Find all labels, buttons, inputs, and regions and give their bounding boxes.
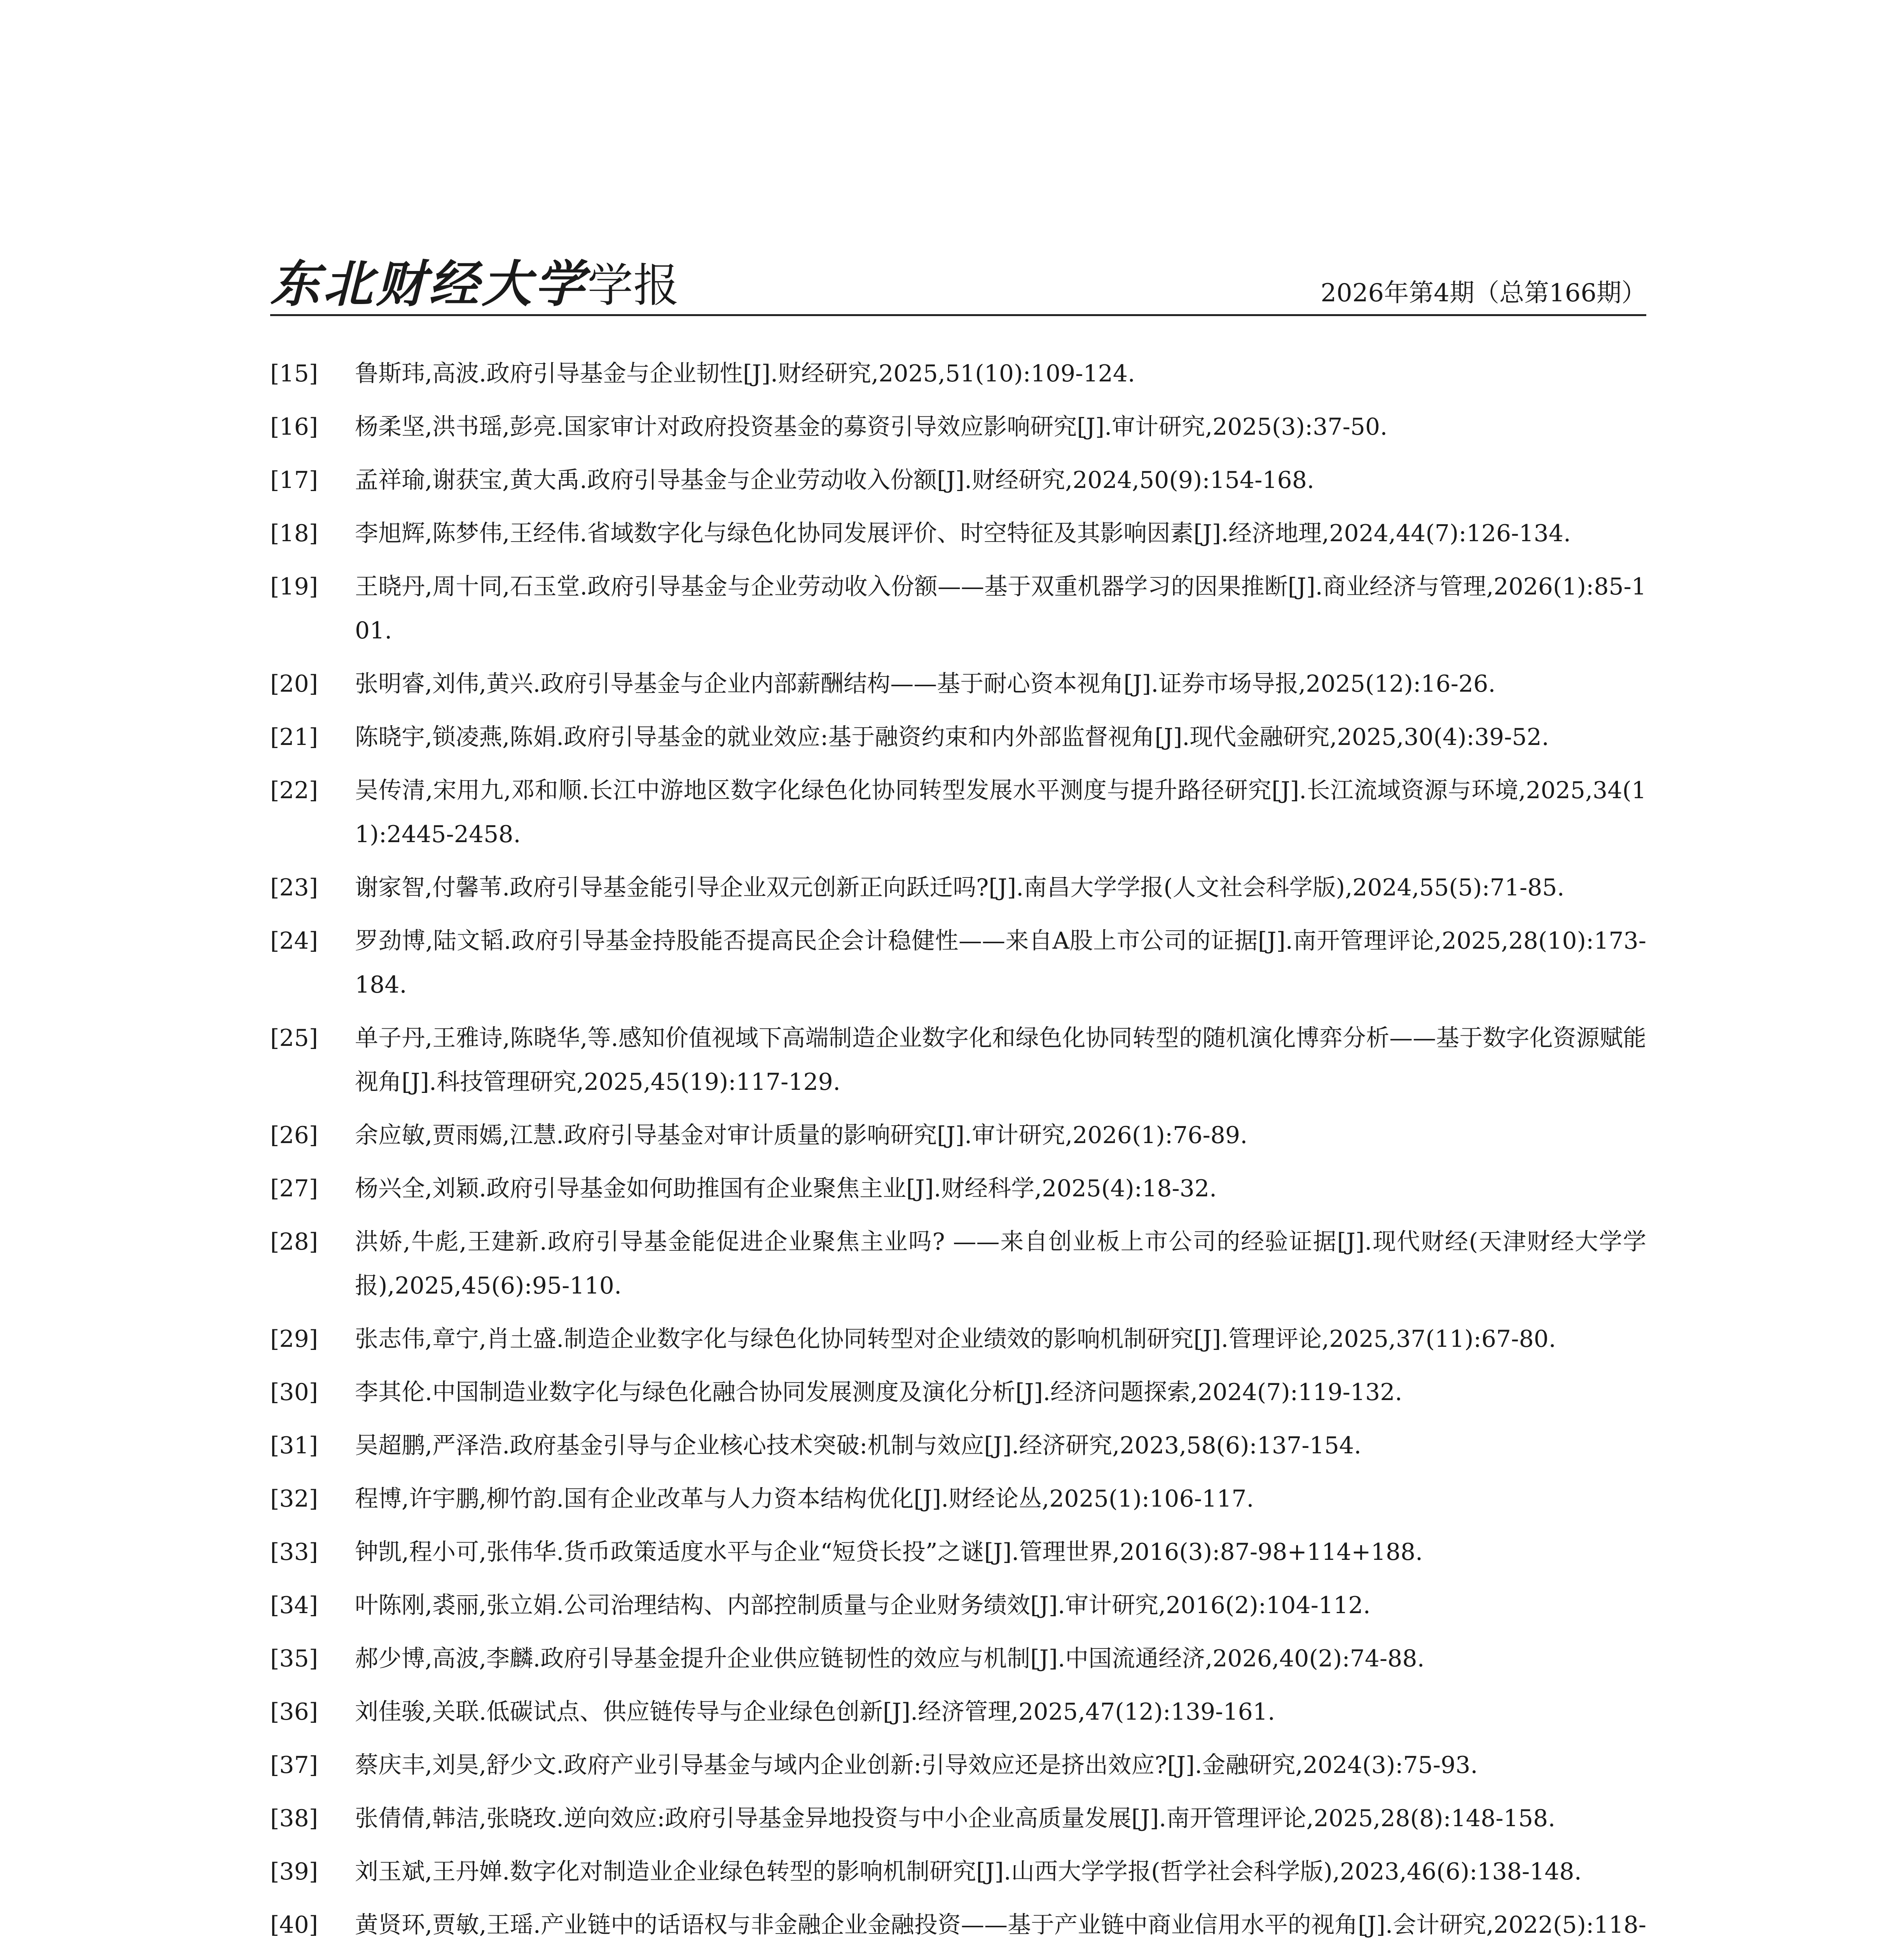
reference-item	[270, 662, 1646, 706]
reference-text: 张明睿,刘伟,黄兴.政府引导基金与企业内部薪酬结构——基于耐心资本视角[J].证券市场导报,2025(12):16-26.	[355, 670, 1496, 698]
reference-number: [15]	[270, 360, 318, 387]
reference-text: 杨柔坚,洪书瑶,彭亮.国家审计对政府投资基金的募资引导效应影响研究[J].审计研究,2025(3):37-50.	[355, 413, 1388, 441]
reference-number: [19]	[270, 573, 318, 600]
reference-item	[270, 715, 1646, 759]
journal-title-calligraphy: 东北财经大学	[270, 255, 588, 313]
reference-text: 钟凯,程小可,张伟华.货币政策适度水平与企业“短贷长投”之谜[J].管理世界,2016(3):87-98+114+188.	[355, 1538, 1423, 1566]
reference-item	[270, 1114, 1646, 1157]
reference-number: [36]	[270, 1698, 318, 1725]
reference-item	[270, 565, 1646, 653]
reference-text: 余应敏,贾雨嫣,江慧.政府引导基金对审计质量的影响研究[J].审计研究,2026(1):76-89.	[355, 1122, 1248, 1149]
running-header	[270, 248, 1646, 316]
reference-list	[270, 352, 1646, 1944]
reference-number: [26]	[270, 1122, 318, 1149]
reference-text: 吴超鹏,严泽浩.政府基金引导与企业核心技术突破:机制与效应[J].经济研究,2023,58(6):137-154.	[355, 1432, 1362, 1459]
reference-number: [38]	[270, 1805, 318, 1832]
reference-item	[270, 1167, 1646, 1211]
issue-info: 2026年第4期（总第166期）	[1321, 279, 1646, 308]
reference-item	[270, 1903, 1646, 1944]
reference-text: 罗劲博,陆文韬.政府引导基金持股能否提高民企会计稳健性——来自A股上市公司的证据[J].南开管理评论,2025,28(10):173-184.	[355, 927, 1646, 998]
reference-number: [31]	[270, 1432, 318, 1459]
reference-number: [16]	[270, 413, 318, 441]
reference-item	[270, 1317, 1646, 1361]
reference-text: 李其伦.中国制造业数字化与绿色化融合协同发展测度及演化分析[J].经济问题探索,2024(7):119-132.	[355, 1379, 1403, 1406]
reference-number: [29]	[270, 1325, 318, 1353]
reference-number: [18]	[270, 520, 318, 547]
reference-text: 黄贤环,贾敏,王瑶.产业链中的话语权与非金融企业金融投资——基于产业链中商业信用水平的视角[J].会计研究,2022(5):118-	[355, 1911, 1646, 1939]
reference-number: [35]	[270, 1645, 318, 1672]
reference-text: 刘玉斌,王丹婵.数字化对制造业企业绿色转型的影响机制研究[J].山西大学学报(哲学社会科学版),2023,46(6):138-148.	[355, 1858, 1582, 1885]
reference-item	[270, 1016, 1646, 1104]
reference-item	[270, 1690, 1646, 1734]
reference-text: 程博,许宇鹏,柳竹韵.国有企业改革与人力资本结构优化[J].财经论丛,2025(1):106-117.	[355, 1485, 1254, 1512]
reference-item	[270, 1530, 1646, 1574]
reference-item	[270, 1743, 1646, 1787]
reference-number: [24]	[270, 927, 318, 955]
reference-item	[270, 866, 1646, 910]
reference-number: [20]	[270, 670, 318, 698]
journal-title	[270, 255, 680, 313]
reference-number: [25]	[270, 1024, 318, 1052]
reference-text: 蔡庆丰,刘昊,舒少文.政府产业引导基金与域内企业创新:引导效应还是挤出效应?[J].金融研究,2024(3):75-93.	[355, 1752, 1478, 1779]
reference-text: 刘佳骏,关联.低碳试点、供应链传导与企业绿色创新[J].经济管理,2025,47(12):139-161.	[355, 1698, 1275, 1725]
reference-item	[270, 1850, 1646, 1894]
reference-number: [39]	[270, 1858, 318, 1885]
reference-number: [40]	[270, 1911, 318, 1939]
reference-item	[270, 1584, 1646, 1628]
reference-text: 鲁斯玮,高波.政府引导基金与企业韧性[J].财经研究,2025,51(10):109-124.	[355, 360, 1135, 387]
reference-number: [34]	[270, 1592, 318, 1619]
reference-text: 陈晓宇,锁凌燕,陈娟.政府引导基金的就业效应:基于融资约束和内外部监督视角[J].现代金融研究,2025,30(4):39-52.	[355, 724, 1549, 751]
reference-item	[270, 1371, 1646, 1414]
reference-text: 张倩倩,韩洁,张晓玫.逆向效应:政府引导基金异地投资与中小企业高质量发展[J].南开管理评论,2025,28(8):148-158.	[355, 1805, 1556, 1832]
reference-number: [21]	[270, 724, 318, 751]
reference-number: [28]	[270, 1228, 318, 1255]
reference-item	[270, 1477, 1646, 1521]
reference-number: [37]	[270, 1752, 318, 1779]
reference-text: 叶陈刚,裘丽,张立娟.公司治理结构、内部控制质量与企业财务绩效[J].审计研究,2016(2):104-112.	[355, 1592, 1371, 1619]
reference-text: 杨兴全,刘颖.政府引导基金如何助推国有企业聚焦主业[J].财经科学,2025(4):18-32.	[355, 1175, 1217, 1202]
reference-text: 郝少博,高波,李麟.政府引导基金提升企业供应链韧性的效应与机制[J].中国流通经济,2026,40(2):74-88.	[355, 1645, 1425, 1672]
reference-item	[270, 405, 1646, 449]
reference-number: [32]	[270, 1485, 318, 1512]
reference-text: 吴传清,宋用九,邓和顺.长江中游地区数字化绿色化协同转型发展水平测度与提升路径研究[J].长江流域资源与环境,2025,34(11):2445-2458.	[355, 777, 1646, 848]
reference-item	[270, 458, 1646, 502]
reference-item	[270, 512, 1646, 556]
reference-item	[270, 1220, 1646, 1308]
reference-text: 李旭辉,陈梦伟,王经伟.省域数字化与绿色化协同发展评价、时空特征及其影响因素[J].经济地理,2024,44(7):126-134.	[355, 520, 1571, 547]
reference-item	[270, 769, 1646, 857]
reference-number: [33]	[270, 1538, 318, 1566]
reference-text: 单子丹,王雅诗,陈晓华,等.感知价值视域下高端制造企业数字化和绿色化协同转型的随机演化博弈分析——基于数字化资源赋能视角[J].科技管理研究,2025,45(19):117-129.	[355, 1024, 1646, 1096]
reference-item	[270, 1424, 1646, 1468]
reference-item	[270, 352, 1646, 396]
journal-title-plain: 学报	[587, 259, 680, 312]
reference-text: 洪娇,牛彪,王建新.政府引导基金能促进企业聚焦主业吗? ——来自创业板上市公司的经验证据[J].现代财经(天津财经大学学报),2025,45(6):95-110.	[355, 1228, 1646, 1299]
reference-number: [27]	[270, 1175, 318, 1202]
reference-number: [17]	[270, 467, 318, 494]
reference-item	[270, 919, 1646, 1007]
reference-number: [22]	[270, 777, 318, 804]
reference-number: [23]	[270, 874, 318, 901]
reference-text: 王晓丹,周十同,石玉堂.政府引导基金与企业劳动收入份额——基于双重机器学习的因果推断[J].商业经济与管理,2026(1):85-101.	[355, 573, 1646, 644]
reference-item	[270, 1797, 1646, 1841]
reference-item	[270, 1637, 1646, 1681]
reference-text: 孟祥瑜,谢获宝,黄大禹.政府引导基金与企业劳动收入份额[J].财经研究,2024,50(9):154-168.	[355, 467, 1314, 494]
reference-text: 张志伟,章宁,肖土盛.制造企业数字化与绿色化协同转型对企业绩效的影响机制研究[J].管理评论,2025,37(11):67-80.	[355, 1325, 1556, 1353]
reference-text: 谢家智,付馨苇.政府引导基金能引导企业双元创新正向跃迁吗?[J].南昌大学学报(人文社会科学版),2024,55(5):71-85.	[355, 874, 1565, 901]
reference-number: [30]	[270, 1379, 318, 1406]
